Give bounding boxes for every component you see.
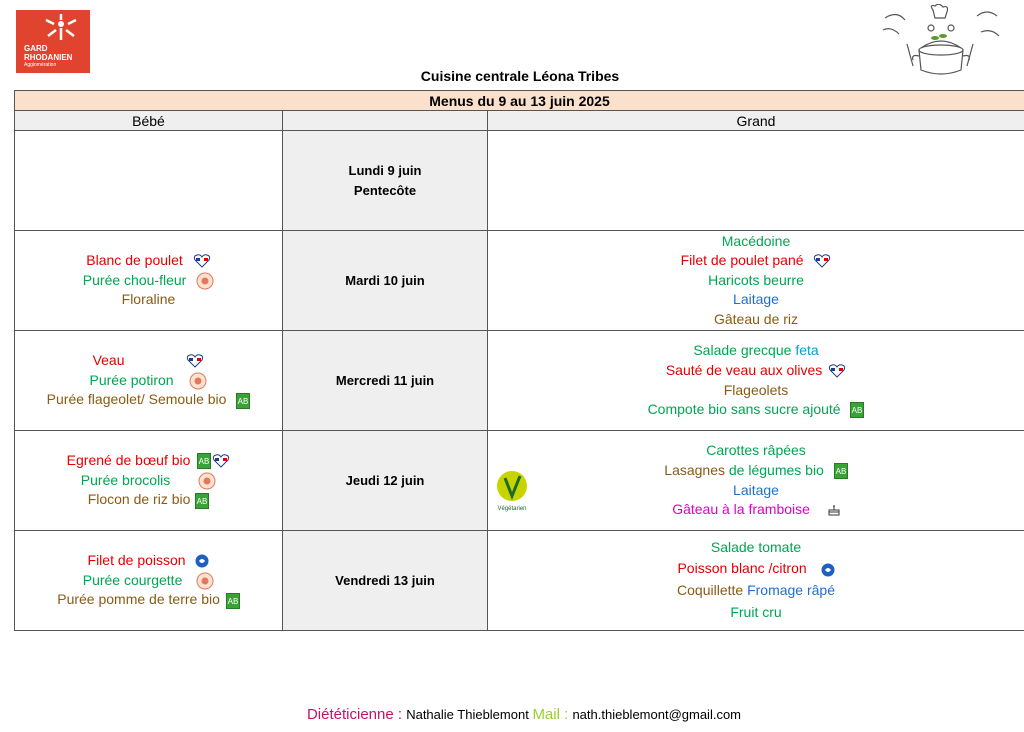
table-row	[15, 231, 1024, 331]
logo-emblem-icon	[16, 10, 90, 44]
menu-item: Gâteau de riz	[713, 310, 799, 327]
menu-item: Flocon de riz bio	[87, 491, 191, 508]
svg-text:AB: AB	[852, 406, 863, 416]
agriculture-biologique-icon	[850, 402, 864, 418]
vegetarien-icon	[495, 470, 531, 512]
logo-line2: RHODANIEN	[24, 53, 73, 62]
day-note: Pentecôte	[353, 182, 417, 198]
mail-label: Mail :	[532, 706, 573, 723]
day-label: Mercredi 11 juin	[335, 372, 435, 388]
column-header-grand: Grand	[488, 111, 1024, 131]
menu-item: Purée courgette	[82, 571, 183, 588]
menu-item: Purée brocolis	[80, 471, 171, 488]
agriculture-biologique-icon	[834, 463, 848, 479]
dieteticienne-name: Nathalie Thieblemont	[406, 707, 533, 722]
gard-rhodanien-logo	[16, 10, 90, 73]
bleu-blanc-coeur-icon	[193, 254, 211, 268]
menu-item: Laitage	[733, 291, 779, 308]
svg-text:AB: AB	[238, 396, 249, 406]
day-cell	[283, 431, 488, 531]
email-link[interactable]: nath.thieblemont@gmail.com	[572, 707, 742, 722]
menu-item: Floraline	[121, 291, 176, 308]
table-row	[15, 331, 1024, 431]
bebe-cell	[15, 131, 283, 231]
menu-item: Sauté de veau aux olives	[665, 361, 823, 378]
fait-maison-icon	[198, 472, 216, 490]
grand-cell	[488, 531, 1024, 631]
agriculture-biologique-icon	[195, 493, 209, 509]
menu-item: Flageolets	[723, 381, 789, 398]
page-title: Cuisine centrale Léona Tribes	[420, 68, 620, 84]
day-cell	[283, 531, 488, 631]
menu-item: Purée chou-fleur	[82, 271, 187, 288]
grand-cell	[488, 431, 1024, 531]
footer	[0, 706, 1024, 723]
menu-item: Carottes râpées	[706, 442, 806, 459]
menu-item: Coquillette	[677, 582, 748, 599]
bleu-blanc-coeur-icon	[212, 454, 230, 468]
peche-durable-icon	[195, 554, 209, 568]
dieteticienne-label: Diététicienne :	[306, 706, 407, 723]
peche-durable-icon	[821, 563, 835, 577]
menu-item: Blanc de poulet	[86, 252, 183, 269]
menu-item: Salade grecque	[693, 342, 796, 359]
day-cell	[283, 331, 488, 431]
day-label: Mardi 10 juin	[345, 272, 425, 288]
day-label: Lundi 9 juin	[348, 162, 422, 178]
fait-maison-icon	[189, 372, 207, 390]
menu-item: Laitage	[733, 481, 779, 498]
logo-line3: Agglomération	[24, 62, 57, 68]
menu-item-part: de légumes bio	[725, 461, 824, 478]
agriculture-biologique-icon	[226, 593, 240, 609]
bleu-blanc-coeur-icon	[828, 364, 846, 378]
column-header-bebe: Bébé	[15, 111, 283, 131]
agriculture-biologique-icon	[236, 393, 250, 409]
menu-item-part: Fromage râpé	[747, 582, 835, 599]
svg-text:AB: AB	[196, 496, 208, 506]
table-row	[15, 531, 1024, 631]
day-label: Vendredi 13 juin	[335, 572, 435, 588]
bleu-blanc-coeur-icon	[186, 354, 204, 368]
bleu-blanc-coeur-icon	[813, 254, 831, 268]
menu-item: Poisson blanc /citron	[677, 560, 807, 577]
bebe-cell	[15, 331, 283, 431]
agriculture-biologique-icon	[197, 453, 211, 469]
day-cell	[283, 131, 488, 231]
menu-subtitle: Menus du 9 au 13 juin 2025	[15, 91, 1024, 111]
bebe-cell	[15, 231, 283, 331]
bebe-cell	[15, 431, 283, 531]
grand-cell	[488, 231, 1024, 331]
menu-item: Fruit cru	[730, 604, 782, 621]
svg-text:Végétarien: Végétarien	[497, 506, 527, 512]
menu-item: Lasagnes	[664, 461, 725, 478]
menu-item: Filet de poisson	[87, 552, 186, 569]
menu-item: Purée flageolet/ Semoule bio	[46, 391, 227, 408]
menu-item: Filet de poulet pané	[680, 252, 804, 269]
menu-item: Egrené de bœuf bio	[66, 452, 191, 469]
menu-item: Gâteau à la framboise	[672, 501, 810, 518]
day-cell	[283, 231, 488, 331]
menu-item: Salade tomate	[710, 538, 802, 555]
menu-item: Macédoine	[721, 232, 791, 249]
menu-item: Purée potiron	[89, 371, 174, 388]
fait-maison-icon	[196, 572, 214, 590]
svg-text:AB: AB	[835, 467, 847, 477]
menu-item: Compote bio sans sucre ajouté	[647, 401, 841, 418]
bebe-cell	[15, 531, 283, 631]
column-header-middle	[283, 111, 488, 131]
grand-cell	[488, 331, 1024, 431]
fait-maison-icon	[196, 272, 214, 290]
svg-text:AB: AB	[198, 457, 210, 467]
table-row	[15, 131, 1024, 231]
day-label: Jeudi 12 juin	[345, 472, 425, 488]
svg-text:AB: AB	[227, 596, 239, 606]
cake-icon	[828, 504, 840, 516]
menu-table	[14, 90, 1024, 631]
menu-item: Purée pomme de terre bio	[57, 591, 220, 608]
menu-item: Haricots beurre	[708, 271, 804, 288]
grand-cell	[488, 131, 1024, 231]
menu-item: Veau	[92, 352, 125, 369]
logo-line1: GARD	[24, 44, 48, 53]
menu-item-highlight: feta	[795, 342, 819, 359]
